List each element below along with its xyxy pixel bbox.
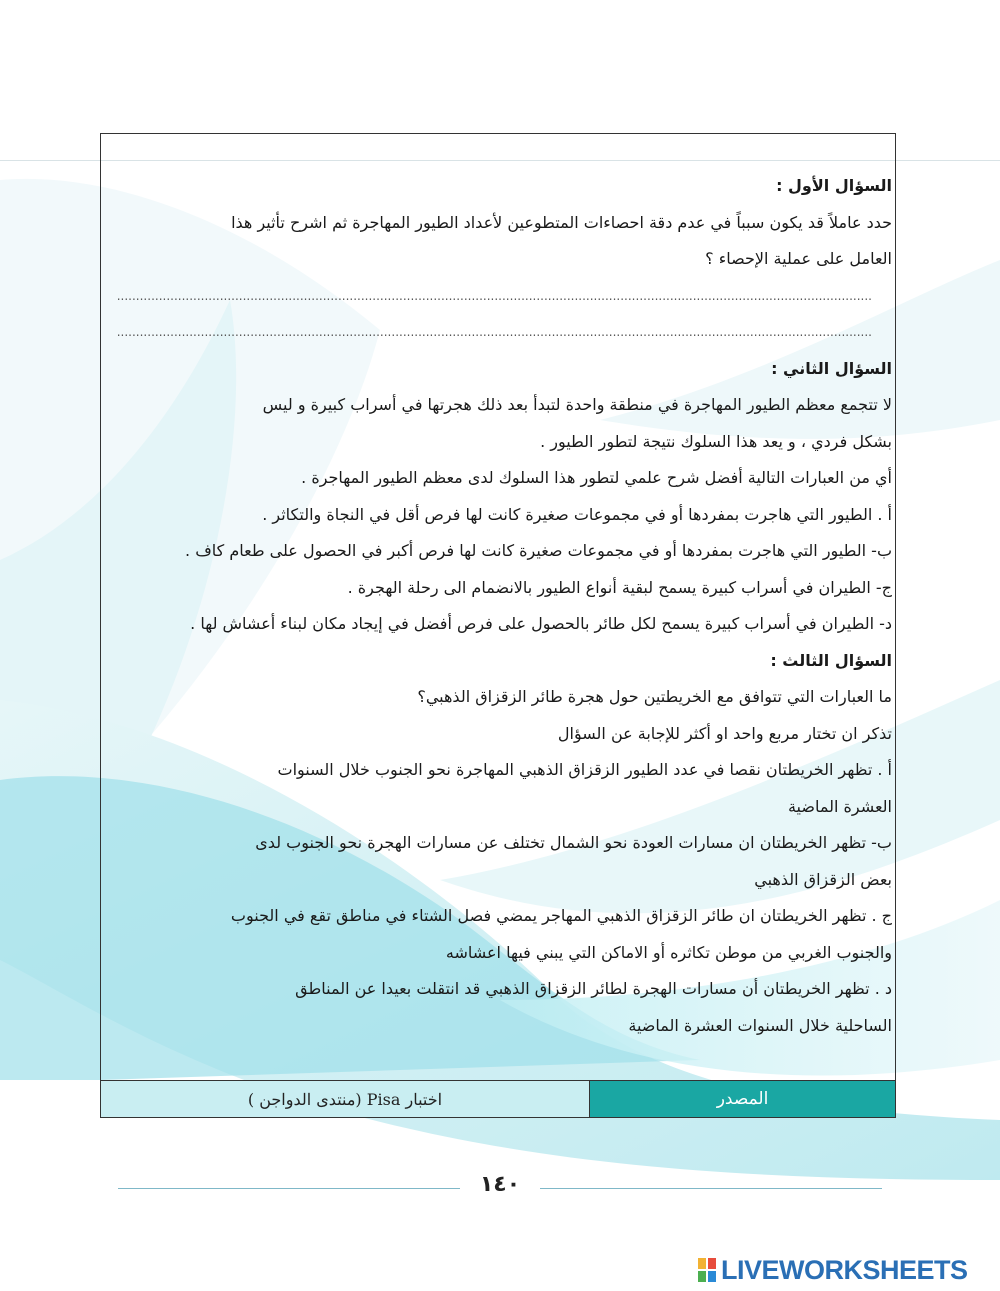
q2-option-d[interactable]: د- الطيران في أسراب كبيرة يسمح لكل طائر بالحصول على فرص أفضل في إيجاد مكان لبناء أعشاش لها . [190,614,892,633]
q1-answer-line[interactable]: ...................................................................................................................................................................................................... [116,288,872,303]
q1-text-line: حدد عاملاً قد يكون سبباً في عدم دقة احصاءات المتطوعين لأعداد الطيور المهاجرة ثم اشرح تأثير هذا [231,212,892,232]
q1-title: السؤال الأول : [776,176,892,195]
q2-option-b[interactable]: ب- الطيور التي هاجرت بمفردها أو في مجموعات صغيرة كانت لها فرص أكبر في الحصول على طعام كاف . [185,541,892,560]
page-number: ١٤٠ [479,1172,521,1197]
logo-text: LIVEWORKSHEETS [721,1254,968,1285]
page-rule-right [540,1188,882,1189]
q2-option-c[interactable]: ج- الطيران في أسراب كبيرة يسمح لبقية أنواع الطيور بالانضمام الى رحلة الهجرة . [347,577,892,597]
logo-blocks-icon [698,1258,716,1282]
q3-option-c[interactable]: ج . تظهر الخريطتان ان طائر الزقزاق الذهبي المهاجر يمضي فصل الشتاء في مناطق تقع في الجنوب [230,906,892,925]
source-test-cell: اختبار Pisa (منتدى الدواجن ) [101,1081,590,1117]
q3-option-b[interactable]: ب- تظهر الخريطتان ان مسارات العودة نحو الشمال تختلف عن مسارات الهجرة نحو الجنوب لدى [255,833,892,852]
q2-option-a[interactable]: أ . الطيور التي هاجرت بمفردها أو في مجموعات صغيرة كانت لها فرص أقل في النجاة والتكاثر . [262,504,892,524]
q3-option-b-cont[interactable]: بعض الزقزاق الذهبي [754,869,892,889]
q3-text-line: تذكر ان تختار مربع واحد او أكثر للإجابة عن السؤال [557,723,892,743]
q3-option-c-cont[interactable]: والجنوب الغربي من موطن تكاثره أو الاماكن التي يبني فيها اعشاشه [445,942,892,962]
q2-text-line: لا تتجمع معظم الطيور المهاجرة في منطقة واحدة لتبدأ بعد ذلك هجرتها في أسراب كبيرة و ليس [262,395,892,414]
source-label-cell: المصدر [590,1081,895,1117]
q1-answer-line[interactable]: ...................................................................................................................................................................................................... [116,325,872,339]
q2-text-line: بشكل فردي ، و يعد هذا السلوك نتيجة لتطور الطيور . [540,431,892,451]
q1-text-line: العامل على عملية الإحصاء ؟ [705,249,892,268]
q3-option-a[interactable]: أ . تظهر الخريطتان نقصا في عدد الطيور الزقزاق الذهبي المهاجرة نحو الجنوب خلال السنوات [277,760,892,779]
source-row [100,1080,896,1118]
q3-text-line: ما العبارات التي تتوافق مع الخريطتين حول هجرة طائر الزقزاق الذهبي؟ [417,687,892,706]
page-rule-left [118,1188,460,1189]
q3-title: السؤال الثالث : [770,650,892,670]
q2-title: السؤال الثاني : [771,358,892,378]
liveworksheets-logo [698,1255,968,1285]
q2-text-line: أي من العبارات التالية أفضل شرح علمي لتطور هذا السلوك لدى معظم الطيور المهاجرة . [301,468,892,487]
q3-option-d-cont[interactable]: الساحلية خلال السنوات العشرة الماضية [628,1015,892,1035]
q3-option-a-cont[interactable]: العشرة الماضية [787,796,892,816]
worksheet-content [116,168,892,1044]
q3-option-d[interactable]: د . تظهر الخريطتان أن مسارات الهجرة لطائر الزقزاق الذهبي قد انتقلت بعيدا عن المناطق [295,979,892,998]
